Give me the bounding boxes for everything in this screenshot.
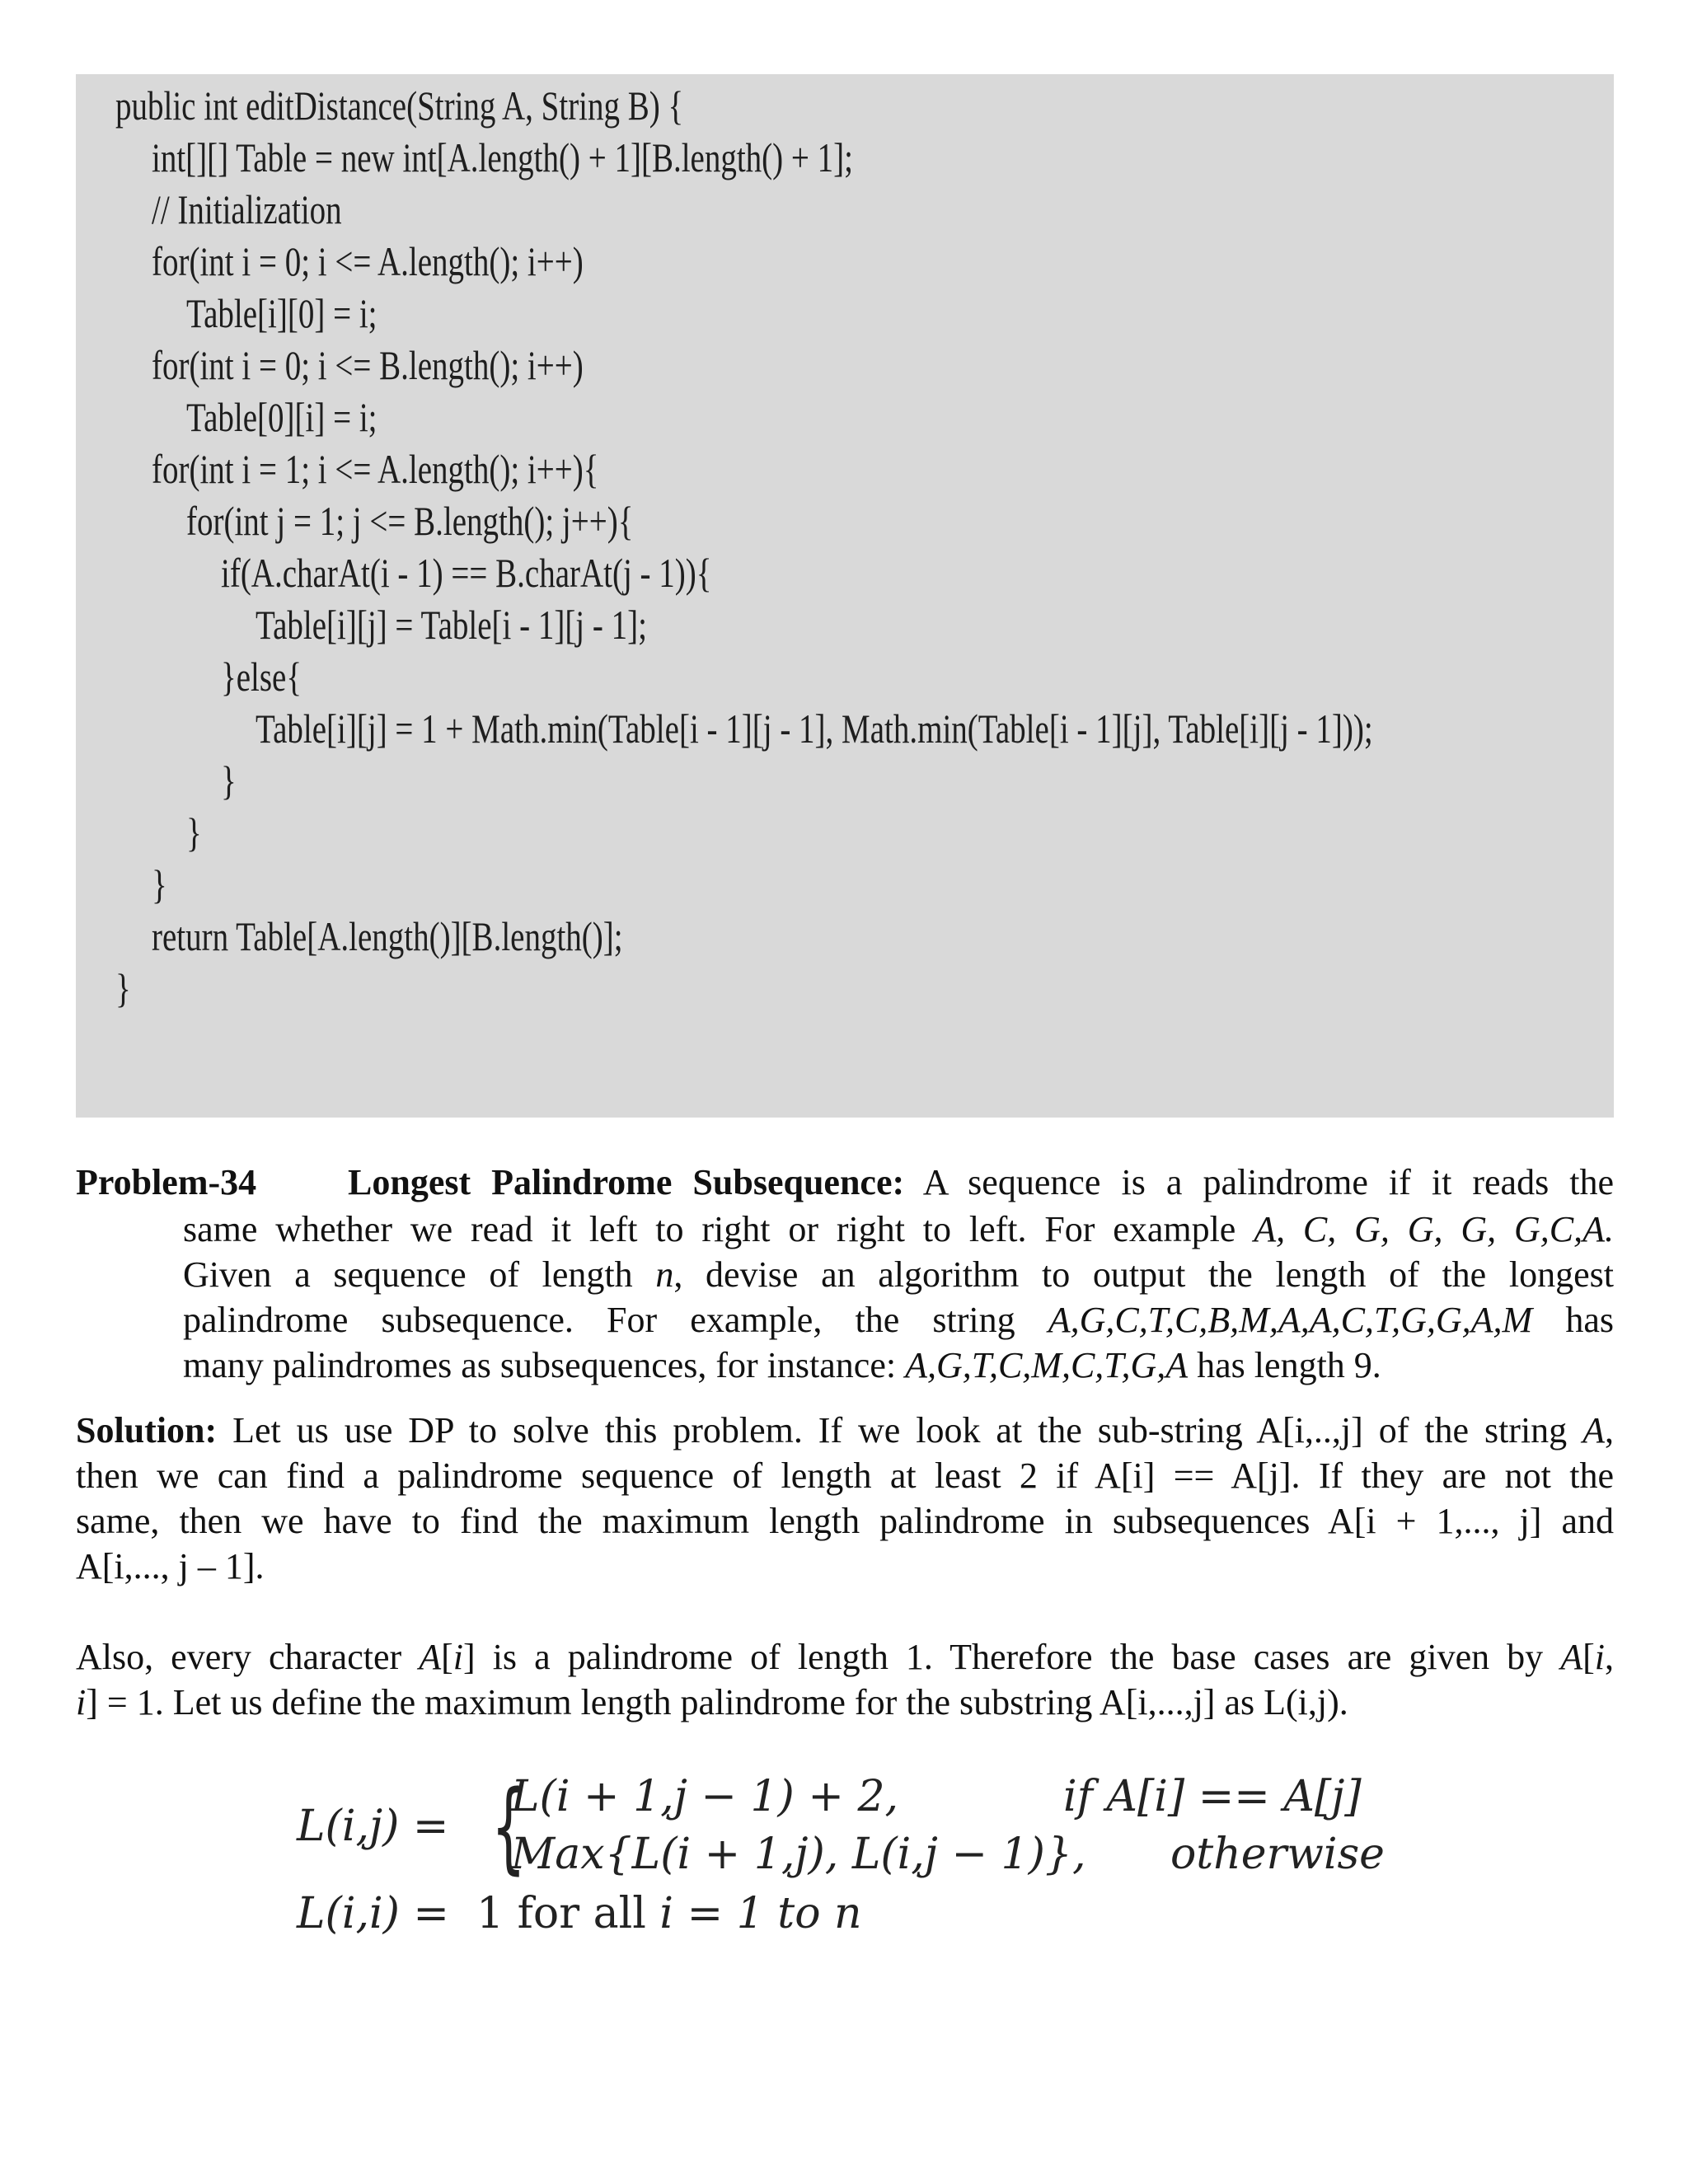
formula-base-case: L(i,i) = 1 for all i = 1 to n: [297, 1889, 862, 1938]
code-line: return Table[A.length()][B.length()];: [152, 913, 623, 959]
code-line: Table[i][0] = i;: [186, 290, 377, 336]
code-line: // Initialization: [152, 186, 342, 232]
code-line: for(int i = 0; i <= A.length(); i++): [152, 238, 584, 284]
problem-label: Problem-34: [76, 1162, 257, 1202]
formula-case-2: Max{L(i + 1,j), L(i,j − 1)},: [511, 1830, 1086, 1879]
base-case-paragraph: [76, 1634, 1614, 1725]
problem-first-line: [348, 1160, 1614, 1205]
problem-title: Longest Palindrome Subsequence:: [348, 1162, 905, 1202]
solution-line: same, then we have to find the maximum length palindrome in subsequences A[i + 1,..., j] and: [76, 1501, 1614, 1541]
code-line: }else{: [221, 654, 302, 700]
base-case-line: Also, every character A[i] is a palindrome of length 1. Therefore the base cases are given by A[i,: [76, 1637, 1615, 1677]
code-line: Table[i][j] = Table[i - 1][j - 1];: [256, 602, 647, 648]
problem-text: A sequence is a palindrome if it reads the: [922, 1162, 1614, 1202]
problem-statement: [183, 1207, 1614, 1388]
formula-case-1: L(i + 1,j − 1) + 2,: [511, 1772, 899, 1821]
code-line: for(int i = 0; i <= B.length(); i++): [152, 342, 584, 388]
problem-line: same whether we read it left to right or right to left. For example A, C, G, G, G, G,C,A.: [183, 1209, 1614, 1249]
base-case-line: i] = 1. Let us define the maximum length palindrome for the substring A[i,...,j] as L(i,j).: [76, 1682, 1348, 1722]
solution-label: Solution:: [76, 1410, 218, 1451]
code-line: for(int j = 1; j <= B.length(); j++){: [186, 498, 634, 544]
code-line: if(A.charAt(i - 1) == B.charAt(j - 1)){: [221, 550, 712, 596]
code-line: }: [152, 861, 167, 907]
code-line: }: [221, 757, 237, 804]
formula-lhs: L(i,j) =: [297, 1802, 449, 1851]
solution-line: Solution: Let us use DP to solve this problem. If we look at the sub-string A[i,..,j] of the string A,: [76, 1410, 1614, 1451]
formula-brace: {: [491, 1770, 526, 1885]
code-line: for(int i = 1; i <= A.length(); i++){: [152, 446, 599, 492]
problem-line: palindrome subsequence. For example, the string A,G,C,T,C,B,M,A,A,C,T,G,G,A,M has: [183, 1300, 1614, 1340]
problem-line: many palindromes as subsequences, for instance: A,G,T,C,M,C,T,G,A has length 9.: [183, 1345, 1381, 1385]
solution-line: A[i,..., j – 1].: [76, 1546, 265, 1586]
solution-line: then we can find a palindrome sequence of length at least 2 if A[i] == A[j]. If they are not the: [76, 1455, 1614, 1496]
code-line: public int editDistance(String A, String B) {: [115, 82, 684, 129]
code-line: }: [186, 809, 202, 855]
formula-case-2-condition: otherwise: [1170, 1830, 1385, 1879]
code-line: int[][] Table = new int[A.length() + 1][B.length() + 1];: [152, 134, 853, 180]
solution-paragraph: [76, 1408, 1614, 1589]
problem-line: Given a sequence of length n, devise an algorithm to output the length of the longest: [183, 1254, 1614, 1295]
code-listing: [76, 74, 1614, 1118]
code-line: }: [115, 965, 131, 1011]
code-line: Table[i][j] = 1 + Math.min(Table[i - 1][j - 1], Math.min(Table[i - 1][j], Table[i][j - 1]));: [256, 705, 1373, 752]
code-line: Table[0][i] = i;: [186, 394, 377, 440]
formula-case-1-condition: if A[i] == A[j]: [1063, 1772, 1362, 1821]
